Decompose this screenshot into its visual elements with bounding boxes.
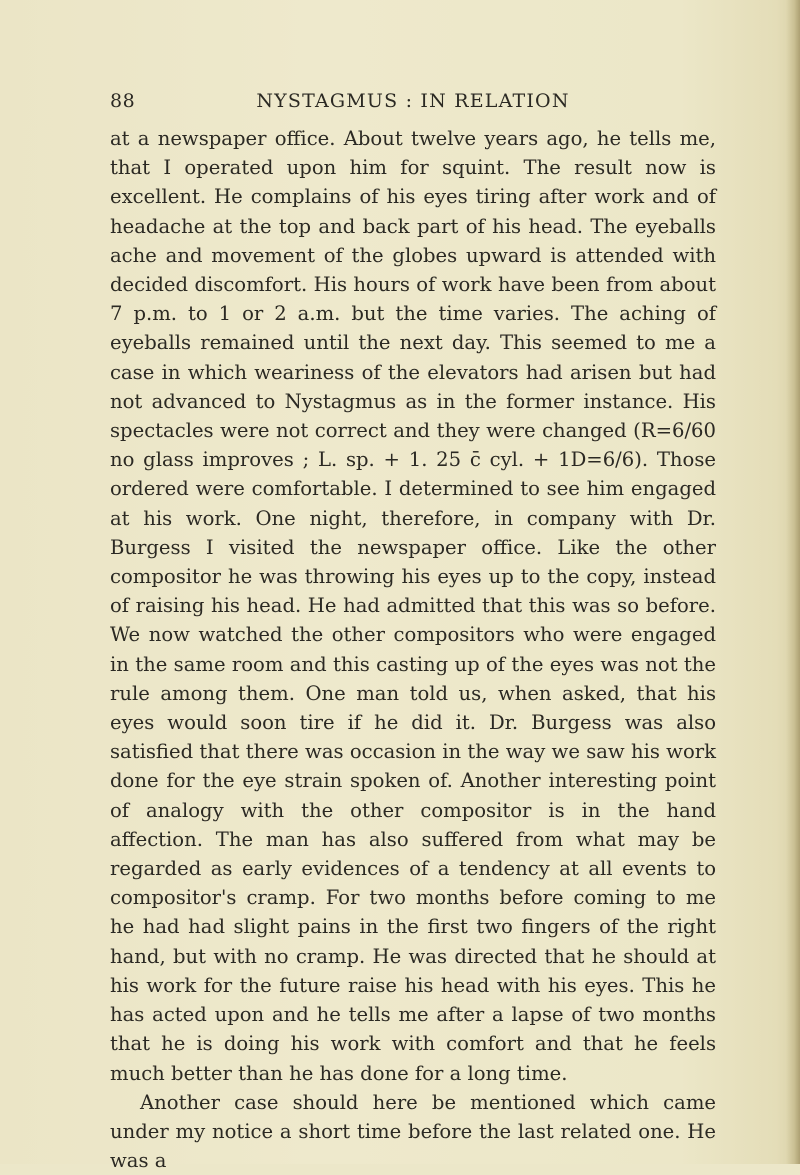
paragraph-2: Another case should here be mentioned which came under my notice a short time before the last related one. He was a xyxy=(110,1090,716,1173)
page-number: 88 xyxy=(110,90,136,112)
body-text xyxy=(110,124,716,1175)
paragraph-1: at a newspaper office. About twelve years ago, he tells me, that I operated upon him for squint. The result now is excellent. He complains of his eyes tiring after work and of headache at the top and back part of his head. The eyeballs ache and movement of the globes upward is attended with decided discomfort. His hours of work have been from about 7 p.m. to 1 or 2 a.m. but the time varies. The aching of eyeballs remained until the next day. This seemed to me a case in which weariness of the elevators had arisen but had not advanced to Nystagmus as in the former instance. His spectacles were not correct and they were changed (R=6/60 no glass improves ; L. sp. + 1. 25 c̄ cyl. + 1D=6/6). Those ordered were comfortable. I determined to see him engaged at his work. One night, therefore, in company with Dr. Burgess I visited the newspaper office. Like the other compositor he was throwing his eyes up to the copy, instead of raising his head. He had admitted that this was so before. We now watched the other compositors who were engaged in the same room and this casting up of the eyes was not the rule among them. One man told us, when asked, that his eyes would soon tire if he did it. Dr. Burgess was also satisfied that there was occasion in the way we saw his work done for the eye strain spoken of. Another interesting point of analogy with the other compositor is in the hand affection. The man has also suffered from what may be regarded as early evidences of a tendency at all events to compositor's cramp. For two months before coming to me he had had slight pains in the first two fingers of the right hand, but with no cramp. He was directed that he should at his work for the future raise his head with his eyes. This he has acted upon and he tells me after a lapse of two months that he is doing his work with comfort and that he feels much better than he has done for a long time. xyxy=(110,127,716,1085)
page-header xyxy=(110,90,716,116)
running-head: NYSTAGMUS : IN RELATION xyxy=(256,90,570,112)
page-edge-shadow xyxy=(786,0,800,1164)
